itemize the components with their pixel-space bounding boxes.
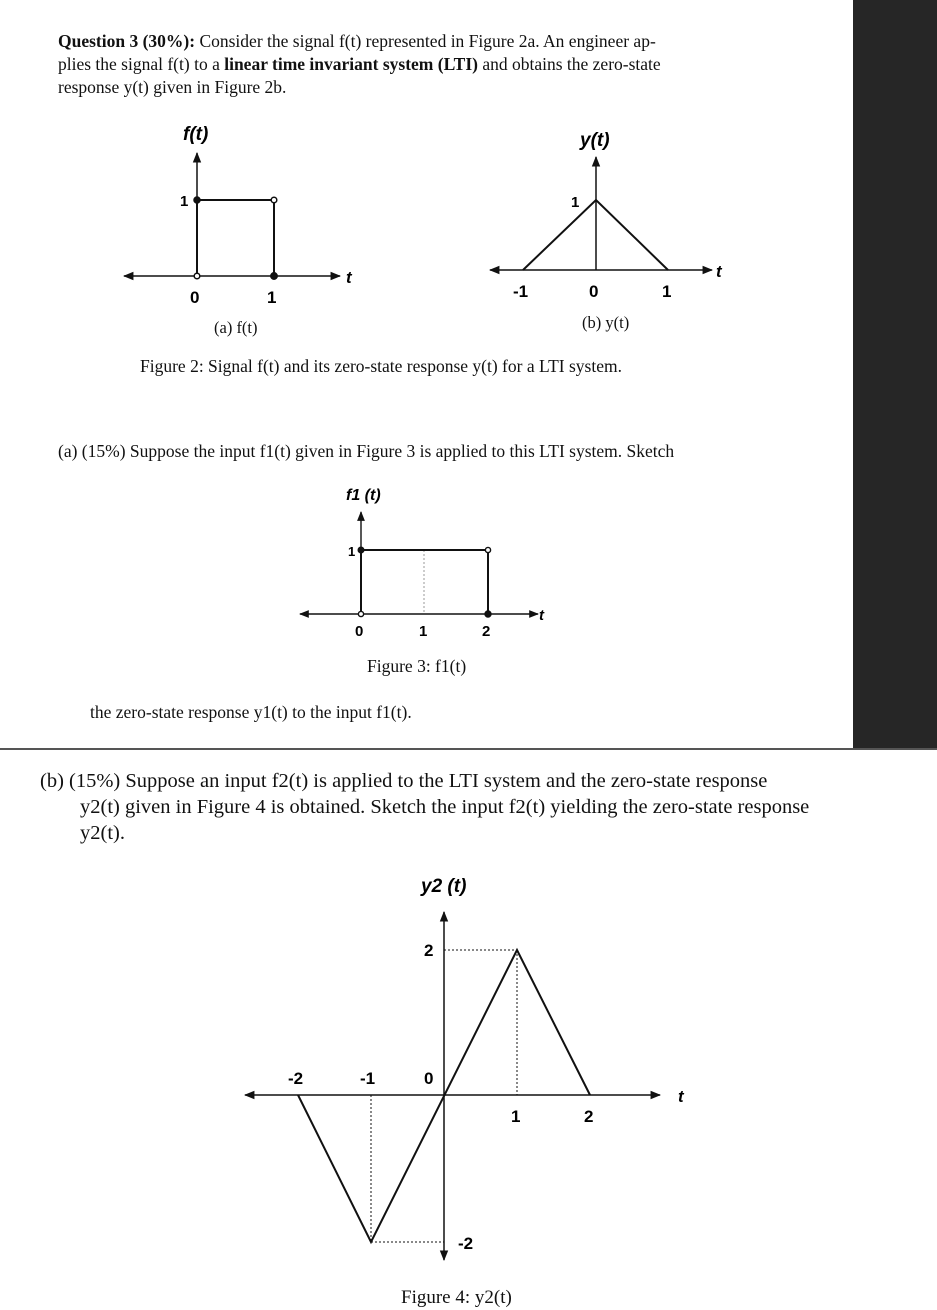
figure-2-caption: Figure 2: Signal f(t) and its zero-state response y(t) for a LTI system.: [140, 356, 622, 376]
y2-xlabel: t: [678, 1087, 684, 1106]
y-tick-x-1: 1: [662, 282, 672, 301]
f1-tick-x-2: 2: [482, 623, 491, 640]
f1-tick-x-1: 1: [419, 623, 428, 640]
f-xlabel: t: [346, 268, 352, 287]
f1-point-start: [358, 547, 364, 553]
f1-point-open-top: [485, 547, 490, 552]
f-point-open-origin: [194, 273, 200, 279]
y-tick-x-neg1: -1: [513, 282, 529, 301]
figure-2a-caption: (a) f(t): [214, 318, 258, 337]
part-b-line-1: (b) (15%) Suppose an input f2(t) is applied to the LTI system and the zero-state response: [40, 770, 768, 792]
f-point-open-top: [271, 197, 277, 203]
figure-2a-plot: [124, 153, 340, 279]
f1-xlabel: t: [539, 607, 544, 624]
f1-point-end: [485, 611, 491, 617]
y2-tick-x-2: 2: [584, 1107, 594, 1126]
figure-3-plot: [300, 512, 538, 617]
y2-tick-x-1: 1: [511, 1107, 521, 1126]
f-tick-x-0: 0: [190, 288, 200, 307]
y2-tick-x-neg1: -1: [360, 1069, 376, 1088]
y-xlabel: t: [716, 262, 722, 281]
f-point-end: [271, 273, 277, 279]
figure-3-caption: Figure 3: f1(t): [367, 656, 467, 676]
question-line-2b: and obtains the zero-state: [477, 54, 661, 74]
figure-4-caption: Figure 4: y2(t): [401, 1287, 512, 1308]
question-line-2-bold: linear time invariant system (LTI): [224, 54, 478, 74]
y-tick-y-1: 1: [571, 194, 580, 211]
y2-tick-x-0: 0: [424, 1069, 434, 1088]
y2-ylabel: y2 (t): [421, 876, 467, 897]
question-line-3: response y(t) given in Figure 2b.: [58, 77, 287, 97]
f1-tick-y-1: 1: [348, 544, 356, 559]
f-point-start: [194, 197, 200, 203]
y-ylabel: y(t): [580, 130, 610, 151]
y2-tick-y-neg2: -2: [458, 1234, 474, 1253]
figure-2b-plot: [490, 157, 712, 270]
f-tick-y-1: 1: [180, 193, 189, 210]
f-ylabel: f(t): [183, 124, 209, 145]
part-b-line-2: y2(t) given in Figure 4 is obtained. Sketch the input f2(t) yielding the zero-state response: [80, 796, 810, 818]
y2-tick-x-neg2: -2: [288, 1069, 304, 1088]
f1-tick-x-0: 0: [355, 623, 364, 640]
f-tick-x-1: 1: [267, 288, 277, 307]
f1-ylabel: f1 (t): [346, 487, 381, 504]
figure-2b-caption: (b) y(t): [582, 313, 630, 332]
y-tick-x-0: 0: [589, 282, 599, 301]
question-line-1: Consider the signal f(t) represented in Figure 2a. An engineer ap-: [199, 31, 656, 51]
f1-point-open-origin: [358, 611, 363, 616]
part-a-tail: the zero-state response y1(t) to the input f1(t).: [90, 702, 412, 722]
y2-tick-y-2: 2: [424, 941, 434, 960]
part-b-line-3: y2(t).: [80, 822, 125, 844]
question-line-2a: plies the signal f(t) to a: [58, 54, 225, 74]
part-a-text: (a) (15%) Suppose the input f1(t) given in Figure 3 is applied to this LTI system. Sketch: [58, 441, 675, 461]
f-pulse: [197, 200, 274, 276]
figure-4-plot: [245, 912, 660, 1260]
question-heading: Question 3 (30%):: [58, 31, 196, 51]
